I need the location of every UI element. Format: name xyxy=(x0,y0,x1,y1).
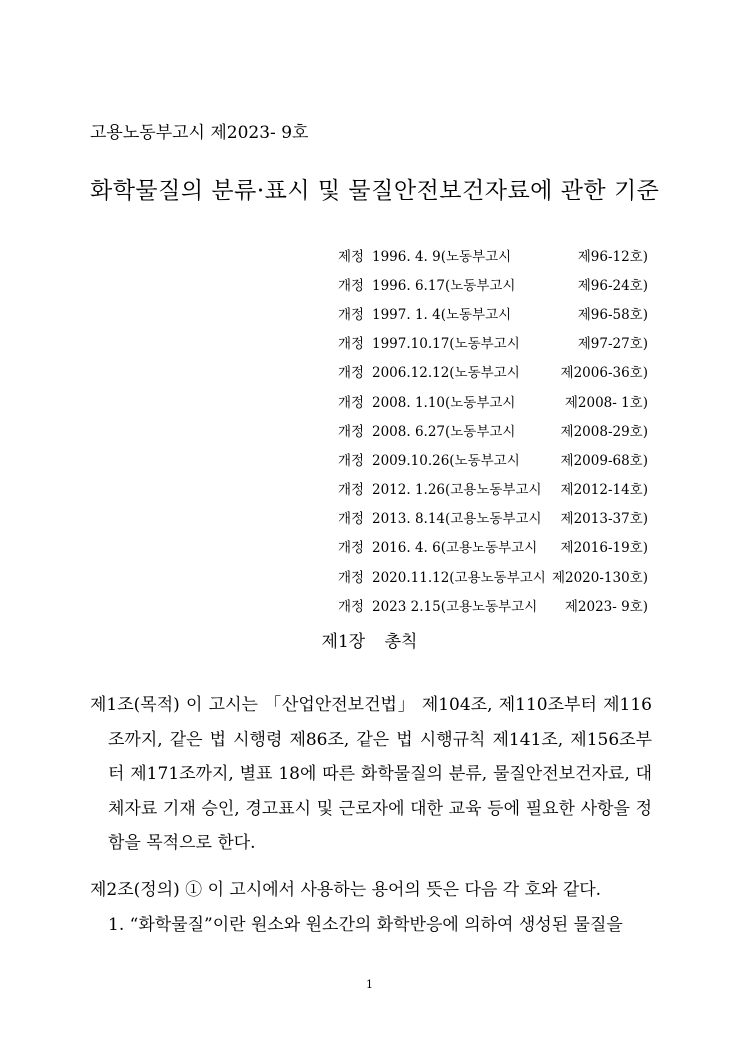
history-type: 제정 xyxy=(338,248,365,265)
history-row xyxy=(338,357,648,386)
history-type: 개정 xyxy=(338,482,365,499)
history-row xyxy=(338,269,648,298)
revision-history xyxy=(338,240,648,619)
history-number: 제96-58호) xyxy=(577,306,648,323)
history-number: 제2023- 9호) xyxy=(564,598,648,615)
history-type: 개정 xyxy=(338,423,365,440)
history-date: 2016. 4. 6(고용노동부고시 xyxy=(372,540,538,557)
history-type: 개정 xyxy=(338,306,365,323)
history-number: 제96-24호) xyxy=(577,277,648,294)
history-date: 2008. 6.27(노동부고시 xyxy=(372,423,516,440)
article-2-intro: 제2조(정의) ① 이 고시에서 사용하는 용어의 뜻은 다음 각 호와 같다. xyxy=(90,880,602,900)
history-date: 1997.10.17(노동부고시 xyxy=(372,336,520,353)
history-date: 1996. 4. 9(노동부고시 xyxy=(372,248,512,265)
history-date: 1996. 6.17(노동부고시 xyxy=(372,277,516,294)
history-number: 제2016-19호) xyxy=(560,540,648,557)
history-number: 제2008- 1호) xyxy=(564,394,648,411)
history-date: 2006.12.12(노동부고시 xyxy=(372,365,520,382)
history-type: 개정 xyxy=(338,365,365,382)
history-date: 1997. 1. 4(노동부고시 xyxy=(372,306,512,323)
history-number: 제96-12호) xyxy=(577,248,648,265)
history-row xyxy=(338,474,648,503)
history-row xyxy=(338,386,648,415)
history-row xyxy=(338,415,648,444)
history-type: 개정 xyxy=(338,598,365,615)
history-number: 제2020-130호) xyxy=(551,569,648,586)
history-number: 제97-27호) xyxy=(577,336,648,353)
history-row xyxy=(338,561,648,590)
history-row xyxy=(338,240,648,269)
history-type: 개정 xyxy=(338,540,365,557)
history-number: 제2008-29호) xyxy=(560,423,648,440)
history-row xyxy=(338,503,648,532)
chapter-heading: 제1장 총칙 xyxy=(321,632,418,652)
article-1-text: 제1조(목적) 이 고시는 「산업안전보건법」 제104조, 제110조부터 제116조까지, 같은 법 시행령 제86조, 같은 법 시행규칙 제141조, 제156조부터 제171조까지, 별표 18에 따른 화학물질의 분류, 물질안전보건자료, 대체자료 기재 승인, 경고표시 및 근로자에 대한 교육 등에 필요한 사항을 정함을 목적으로 한다. xyxy=(90,695,652,853)
history-type: 개정 xyxy=(338,336,365,353)
history-number: 제2012-14호) xyxy=(560,482,648,499)
history-type: 개정 xyxy=(338,569,365,586)
notice-number: 고용노동부고시 제2023- 9호 xyxy=(90,123,309,143)
history-type: 개정 xyxy=(338,452,365,469)
history-date: 2009.10.26(노동부고시 xyxy=(372,452,520,469)
history-date: 2008. 1.10(노동부고시 xyxy=(372,394,516,411)
history-row xyxy=(338,532,648,561)
history-row xyxy=(338,298,648,327)
history-date: 2023 2.15(고용노동부고시 xyxy=(372,598,538,615)
history-number: 제2013-37호) xyxy=(560,511,648,528)
article-2 xyxy=(90,873,652,942)
history-row xyxy=(338,590,648,619)
history-date: 2012. 1.26(고용노동부고시 xyxy=(372,482,542,499)
page-number: 1 xyxy=(366,978,373,991)
history-type: 개정 xyxy=(338,277,365,294)
history-number: 제2009-68호) xyxy=(560,452,648,469)
document-title: 화학물질의 분류·표시 및 물질안전보건자료에 관한 기준 xyxy=(90,178,660,204)
history-number: 제2006-36호) xyxy=(560,365,648,382)
history-type: 개정 xyxy=(338,394,365,411)
history-type: 개정 xyxy=(338,511,365,528)
article-2-item-1: 1. “화학물질”이란 원소와 원소간의 화학반응에 의하여 생성된 물질을 xyxy=(108,914,623,935)
history-row xyxy=(338,444,648,473)
history-row xyxy=(338,328,648,357)
article-1 xyxy=(90,688,652,861)
history-date: 2020.11.12(고용노동부고시 xyxy=(372,569,546,586)
history-date: 2013. 8.14(고용노동부고시 xyxy=(372,511,542,528)
